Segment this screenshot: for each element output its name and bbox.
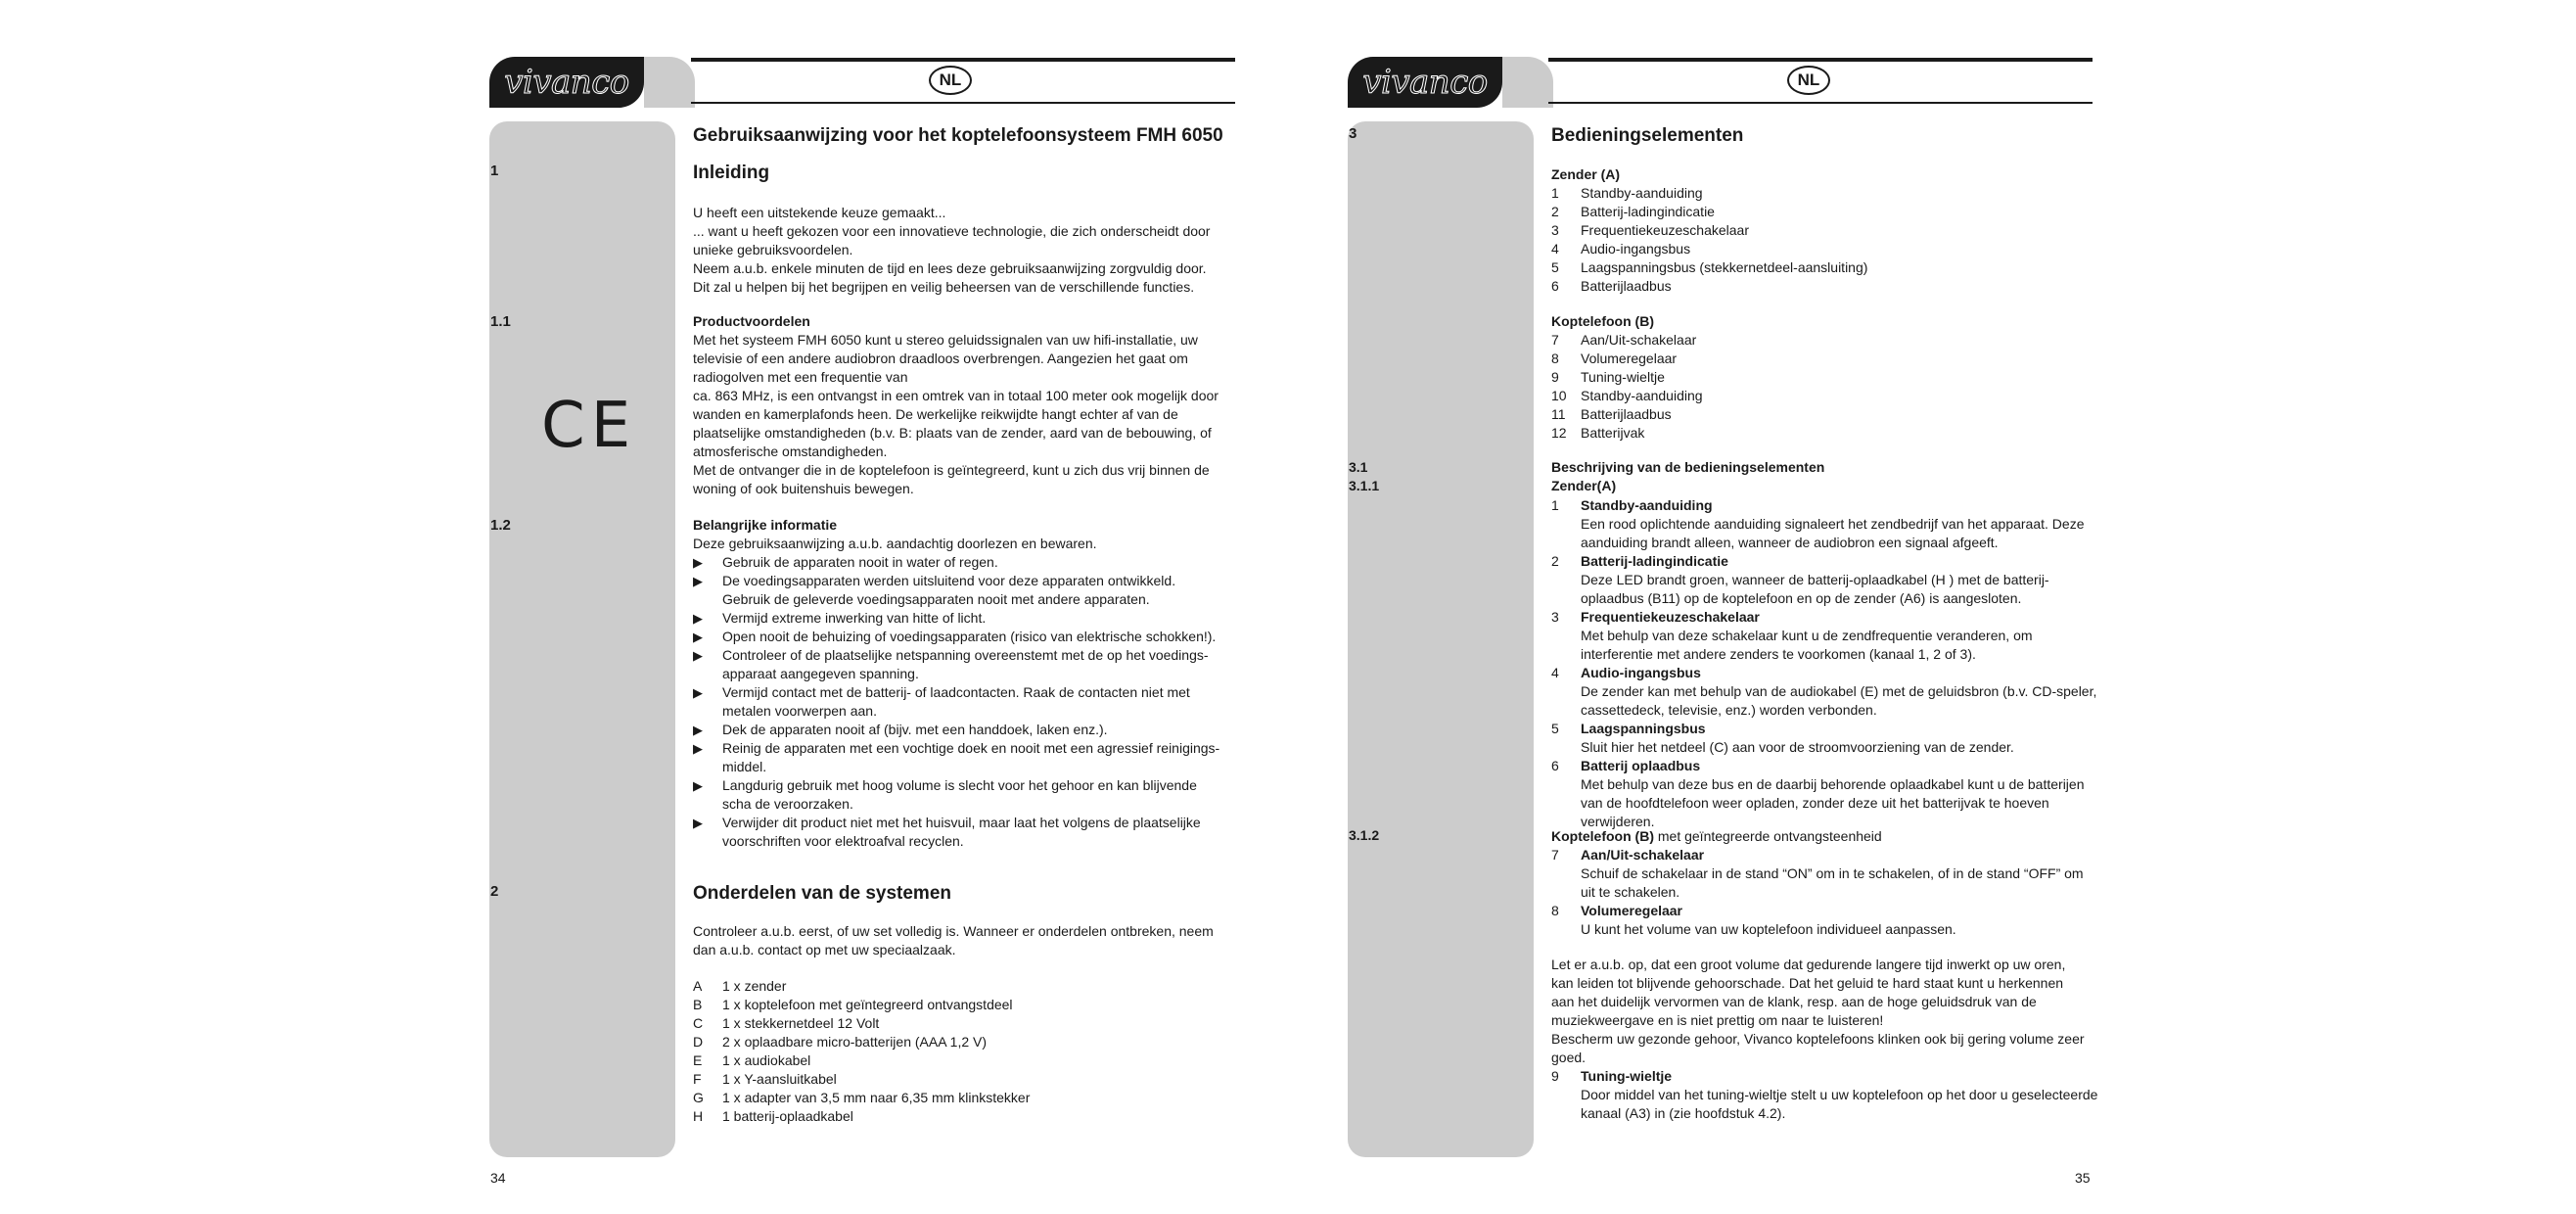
item-label: H xyxy=(693,1108,704,1124)
list-item xyxy=(1551,720,2099,757)
item-text: De zender kan met behulp van de audiokabel (E) met de geluidsbron (b.v. CD-speler, cassettedeck, televisie, enz.) worden verbonden. xyxy=(1581,683,2097,718)
bullet-arrow-icon: ▶ xyxy=(693,574,703,588)
list-item xyxy=(1551,368,2099,387)
item-text: Sluit hier het netdeel (C) aan voor de stroomvoorziening van de zender. xyxy=(1581,739,2014,755)
list-item-text: Batterijlaadbus xyxy=(1581,278,1672,294)
vivanco-logo xyxy=(489,57,644,108)
item-number: 2 xyxy=(1551,204,1559,219)
zender-list xyxy=(1551,184,2099,296)
text-line: Controleer a.u.b. eerst, of uw set volledig is. Wanneer er onderdelen ontbreken, neem xyxy=(693,923,1214,939)
text-line: plaatselijke omstandigheden (b.v. B: plaats van de zender, aard van de bebouwing, of xyxy=(693,425,1212,441)
koptelefoon-list xyxy=(1551,331,2099,443)
list-item xyxy=(1551,757,2099,831)
item-text: Door middel van het tuning-wieltje stelt u uw koptelefoon op het door u geselecteerde kanaal (A3) in (zie hoofdstuk 4.2). xyxy=(1581,1087,2098,1121)
text-line: wanden en kamerplafonds heen. De werkelijke reikwijdte hangt echter af van de xyxy=(693,406,1178,422)
list-item xyxy=(693,628,1221,646)
item-text: U kunt het volume van uw koptelefoon individueel aanpassen. xyxy=(1581,921,1956,937)
item-number: 5 xyxy=(1551,259,1559,275)
list-item xyxy=(693,609,1221,628)
section-number: 3.1 xyxy=(1349,459,1368,475)
list-item-text: Gebruik de apparaten nooit in water of regen. xyxy=(722,554,998,570)
heading-bold: Koptelefoon (B) xyxy=(1551,828,1654,844)
item-title: Audio-ingangsbus xyxy=(1581,665,1701,680)
bullet-arrow-icon: ▶ xyxy=(693,630,703,644)
list-item-text: Dek de apparaten nooit af (bijv. met een handdoek, laken enz.). xyxy=(722,722,1108,737)
list-item xyxy=(1551,902,2099,939)
item-title: Aan/Uit-schakelaar xyxy=(1581,847,1705,863)
item-label: F xyxy=(693,1071,702,1087)
item-number: 5 xyxy=(1551,721,1559,736)
text-line: Neem a.u.b. enkele minuten de tijd en lees deze gebruiksaanwijzing zorgvuldig door. xyxy=(693,260,1207,276)
section-number: 1.2 xyxy=(490,517,511,534)
text-line: Let er a.u.b. op, dat een groot volume dat gedurende langere tijd inwerkt op uw oren, xyxy=(1551,957,2066,972)
list-item-text: Standby-aanduiding xyxy=(1581,185,1703,201)
text-line: U heeft een uitstekende keuze gemaakt... xyxy=(693,205,946,220)
text-line: ... want u heeft gekozen voor een innovatieve technologie, die zich onderscheidt door xyxy=(693,223,1211,239)
subsection-heading: Zender (A) xyxy=(1551,166,1620,182)
list-item-text: Audio-ingangsbus xyxy=(1581,241,1691,257)
list-item xyxy=(1551,203,2099,221)
item-number: 7 xyxy=(1551,332,1559,348)
item-number: 9 xyxy=(1551,1068,1559,1084)
logo-tab xyxy=(1502,57,1553,108)
item-text: Met behulp van deze bus en de daarbij behorende oplaadkabel kunt u de batterijen van de hoofdtelefoon weer opladen, zonder deze uit het batterijvak te hoeven verwijderen. xyxy=(1581,776,2085,829)
section-number: 3.1.1 xyxy=(1349,478,1380,493)
item-title: Volumeregelaar xyxy=(1581,903,1683,918)
list-item-text: Batterijlaadbus xyxy=(1581,406,1672,422)
list-item xyxy=(693,996,1241,1014)
text-line: muziekweergave en is niet prettig om naar te luisteren! xyxy=(1551,1012,1884,1028)
list-item-text: 1 batterij-oplaadkabel xyxy=(722,1108,853,1124)
page-number: 35 xyxy=(2075,1170,2091,1186)
item-number: 3 xyxy=(1551,609,1559,625)
list-item xyxy=(1551,608,2099,664)
list-item-text: 1 x audiokabel xyxy=(722,1052,811,1068)
list-item-text: Frequentiekeuzeschakelaar xyxy=(1581,222,1749,238)
item-number: 6 xyxy=(1551,278,1559,294)
section-heading: Bedieningselementen xyxy=(1551,125,1744,146)
section-heading: Inleiding xyxy=(693,163,770,183)
bullet-arrow-icon: ▶ xyxy=(693,741,703,756)
item-number: 1 xyxy=(1551,497,1559,513)
list-item xyxy=(693,1089,1241,1107)
list-item xyxy=(1551,331,2099,350)
list-item xyxy=(1551,350,2099,368)
top-rule xyxy=(1548,58,2093,62)
logo-tab xyxy=(644,57,695,108)
list-item-text: Batterijvak xyxy=(1581,425,1645,441)
text-line: Dit zal u helpen bij het begrijpen en veilig beheersen van de verschillende functies. xyxy=(693,279,1195,295)
list-item xyxy=(693,646,1221,683)
list-item xyxy=(693,977,1241,996)
item-number: 1 xyxy=(1551,185,1559,201)
list-item xyxy=(1551,1067,2099,1123)
list-item xyxy=(693,1107,1241,1126)
list-item xyxy=(1551,664,2099,720)
section-number: 3.1.2 xyxy=(1349,827,1380,843)
text-line: aan het duidelijk vervormen van de klank, resp. aan de hoge geluidsdruk van de xyxy=(1551,994,2037,1009)
text-line: kan leiden tot blijvende gehoorschade. Dat het geluid te hard staat kunt u herkennen xyxy=(1551,975,2064,991)
item-number: 11 xyxy=(1551,406,1566,422)
subsection-heading: Koptelefoon (B) xyxy=(1551,313,1654,329)
header-rule xyxy=(1548,102,2093,104)
list-item xyxy=(693,739,1221,776)
section-heading: Zender(A) xyxy=(1551,478,1617,493)
list-item-text: Volumeregelaar xyxy=(1581,350,1678,366)
section-heading: Onderdelen van de systemen xyxy=(693,883,951,904)
text-line: unieke gebruiksvoordelen. xyxy=(693,242,853,257)
list-item xyxy=(693,814,1221,851)
document-title: Gebruiksaanwijzing voor het koptelefoonsysteem FMH 6050 xyxy=(693,125,1223,146)
text-line: Bescherm uw gezonde gehoor, Vivanco koptelefoons klinken ook bij gering volume zeer goed. xyxy=(1551,1031,2085,1065)
bullet-arrow-icon: ▶ xyxy=(693,816,703,830)
list-item xyxy=(693,1051,1241,1070)
section-heading xyxy=(1551,827,2080,846)
list-item xyxy=(1551,277,2099,296)
list-item xyxy=(1551,405,2099,424)
list-item-text: Controleer of de plaatselijke netspanning overeenstemt met de op het voedings- apparaat aangegeven spanning. xyxy=(722,647,1209,681)
section-heading: Beschrijving van de bedieningselementen xyxy=(1551,459,1825,475)
item-number: 2 xyxy=(1551,553,1559,569)
list-item-text: Standby-aanduiding xyxy=(1581,388,1703,403)
bullet-arrow-icon: ▶ xyxy=(693,648,703,663)
text-line: dan a.u.b. contact op met uw speciaalzaak. xyxy=(693,942,956,957)
item-title: Standby-aanduiding xyxy=(1581,497,1713,513)
item-number: 8 xyxy=(1551,350,1559,366)
language-badge: NL xyxy=(929,66,972,95)
list-item-text: 2 x oplaadbare micro-batterijen (AAA 1,2 V) xyxy=(722,1034,988,1050)
list-item-text: Open nooit de behuizing of voedingsapparaten (risico van elektrische schokken!). xyxy=(722,629,1217,644)
list-item-text: Langdurig gebruik met hoog volume is slecht voor het gehoor en kan blijvende scha de veroorzaken. xyxy=(722,777,1197,812)
list-item xyxy=(693,1033,1241,1051)
item-number: 4 xyxy=(1551,665,1559,680)
intro-line: Deze gebruiksaanwijzing a.u.b. aandachtig doorlezen en bewaren. xyxy=(693,536,1097,551)
item-number: 8 xyxy=(1551,903,1559,918)
item-label: E xyxy=(693,1052,703,1068)
text-line: atmosferische omstandigheden. xyxy=(693,444,888,459)
text-line: Met de ontvanger die in de koptelefoon is geïntegreerd, kunt u zich dus vrij binnen de xyxy=(693,462,1210,478)
list-item-text: Vermijd contact met de batterij- of laadcontacten. Raak de contacten niet met metalen voorwerpen aan. xyxy=(722,684,1190,719)
list-item xyxy=(693,572,1221,609)
list-item-text: Batterij-ladingindicatie xyxy=(1581,204,1715,219)
parts-list xyxy=(693,977,1241,1126)
list-item-text: 1 x stekkernetdeel 12 Volt xyxy=(722,1015,880,1031)
list-item xyxy=(1551,846,2099,902)
item-text: Een rood oplichtende aanduiding signaleert het zendbedrijf van het apparaat. Deze aanduiding brandt alleen, wanneer de audiobron een signaal afgeeft. xyxy=(1581,516,2085,550)
intro-paragraph xyxy=(693,204,1221,297)
list-item xyxy=(1551,240,2099,258)
list-item-text: Laagspanningsbus (stekkernetdeel-aansluiting) xyxy=(1581,259,1868,275)
item-text: Met behulp van deze schakelaar kunt u de zendfrequentie veranderen, om interferentie met andere zenders te voorkomen (kanaal 1, 2 of 3). xyxy=(1581,628,2033,662)
item-number: 9 xyxy=(1551,369,1559,385)
list-item-text: Reinig de apparaten met een vochtige doek en nooit met een agressief reinigings- middel. xyxy=(722,740,1220,774)
item-label: D xyxy=(693,1034,704,1050)
bullet-arrow-icon: ▶ xyxy=(693,778,703,793)
section-heading: Productvoordelen xyxy=(693,313,810,329)
list-item xyxy=(1551,496,2099,552)
item-title: Frequentiekeuzeschakelaar xyxy=(1581,609,1760,625)
list-item xyxy=(693,683,1221,721)
list-item-text: 1 x koptelefoon met geïntegreerd ontvangstdeel xyxy=(722,997,1013,1012)
list-item xyxy=(693,1070,1241,1089)
list-item-text: Tuning-wieltje xyxy=(1581,369,1665,385)
top-rule xyxy=(691,58,1235,62)
logo-text: vivanco xyxy=(1362,63,1488,102)
zender-description-list xyxy=(1551,496,2099,831)
item-text: Deze LED brandt groen, wanneer de batterij-oplaadkabel (H ) met de batterij- oplaadbus (B11) op de koptelefoon en op de zender (A6) is aangesloten. xyxy=(1581,572,2049,606)
heading-rest: met geïntegreerde ontvangsteenheid xyxy=(1653,828,1882,844)
item-text: Schuif de schakelaar in de stand “ON” om in te schakelen, of in de stand “OFF” om uit te schakelen. xyxy=(1581,865,2084,900)
item-number: 4 xyxy=(1551,241,1559,257)
item-label: A xyxy=(693,978,703,994)
vivanco-logo xyxy=(1348,57,1502,108)
section-number: 2 xyxy=(490,883,499,900)
item-number: 10 xyxy=(1551,388,1567,403)
page-number: 34 xyxy=(490,1170,506,1186)
section-heading: Belangrijke informatie xyxy=(693,517,838,533)
item-title: Tuning-wieltje xyxy=(1581,1068,1673,1084)
bullet-arrow-icon: ▶ xyxy=(693,723,703,737)
item-number: 7 xyxy=(1551,847,1559,863)
list-item-text: Vermijd extreme inwerking van hitte of licht. xyxy=(722,610,987,626)
list-item-text: 1 x zender xyxy=(722,978,787,994)
list-item xyxy=(693,776,1221,814)
list-item xyxy=(1551,424,2099,443)
safety-list xyxy=(693,553,1221,851)
item-number: 12 xyxy=(1551,425,1567,441)
section-number: 3 xyxy=(1349,125,1357,142)
bullet-arrow-icon: ▶ xyxy=(693,555,703,570)
list-item xyxy=(1551,387,2099,405)
list-item xyxy=(1551,184,2099,203)
bullet-arrow-icon: ▶ xyxy=(693,685,703,700)
volume-warning xyxy=(1551,956,2119,1067)
item-title: Batterij-ladingindicatie xyxy=(1581,553,1728,569)
item-label: B xyxy=(693,997,703,1012)
item-label: C xyxy=(693,1015,704,1031)
koptelefoon-description-list xyxy=(1551,846,2099,939)
list-item xyxy=(693,1014,1241,1033)
text-line: woning of ook buitenshuis bewegen. xyxy=(693,481,914,496)
list-item-text: Aan/Uit-schakelaar xyxy=(1581,332,1697,348)
text-line: radiogolven met een frequentie van xyxy=(693,369,908,385)
logo-text: vivanco xyxy=(504,63,629,102)
right-sidebar xyxy=(1348,121,1534,1157)
section-number: 1.1 xyxy=(490,313,511,330)
list-item-text: 1 x Y-aansluitkabel xyxy=(722,1071,837,1087)
tuning-list xyxy=(1551,1067,2099,1123)
list-item xyxy=(693,721,1221,739)
header-rule xyxy=(691,102,1235,104)
item-title: Laagspanningsbus xyxy=(1581,721,1706,736)
text-line: televisie of een andere audiobron draadloos overbrengen. Aangezien het gaat om xyxy=(693,350,1188,366)
bullet-arrow-icon: ▶ xyxy=(693,611,703,626)
product-paragraph xyxy=(693,331,1221,498)
list-item xyxy=(1551,221,2099,240)
parts-paragraph xyxy=(693,922,1221,959)
text-line: Met het systeem FMH 6050 kunt u stereo geluidssignalen van uw hifi-installatie, uw xyxy=(693,332,1198,348)
list-item-text: De voedingsapparaten werden uitsluitend voor deze apparaten ontwikkeld. Gebruik de geleverde voedingsapparaten nooit met andere apparaten. xyxy=(722,573,1176,607)
list-item xyxy=(1551,552,2099,608)
section-number: 1 xyxy=(490,163,499,179)
item-number: 3 xyxy=(1551,222,1559,238)
item-label: G xyxy=(693,1090,704,1105)
list-item-text: 1 x adapter van 3,5 mm naar 6,35 mm klinkstekker xyxy=(722,1090,1031,1105)
item-title: Batterij oplaadbus xyxy=(1581,758,1701,773)
list-item-text: Verwijder dit product niet met het huisvuil, maar laat het volgens de plaatselijke voorschriften voor elektroafval recyclen. xyxy=(722,815,1201,849)
item-number: 6 xyxy=(1551,758,1559,773)
language-badge: NL xyxy=(1787,66,1830,95)
ce-mark: CE xyxy=(541,390,637,462)
list-item xyxy=(1551,258,2099,277)
text-line: ca. 863 MHz, is een ontvangst in een omtrek van in totaal 100 meter ook mogelijk door xyxy=(693,388,1219,403)
list-item xyxy=(693,553,1221,572)
left-sidebar xyxy=(489,121,675,1157)
